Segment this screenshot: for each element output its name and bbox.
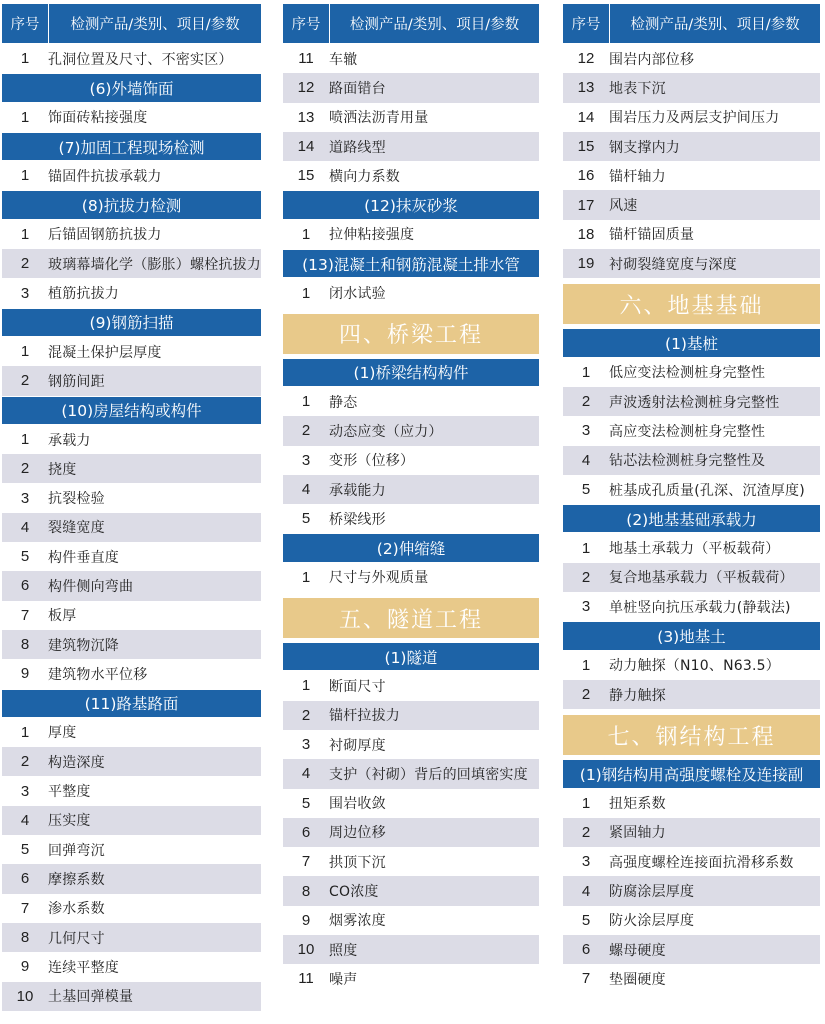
table-row	[563, 132, 820, 161]
row-number: 5	[301, 794, 311, 812]
table-row	[563, 563, 820, 592]
category-subheader: (11)路基路面	[2, 689, 261, 718]
row-number: 18	[577, 225, 595, 243]
row-number: 7	[581, 970, 591, 988]
row-parameter: 闭水试验	[329, 286, 386, 303]
row-number: 5	[20, 548, 30, 566]
row-parameter: 板厚	[48, 608, 77, 625]
row-parameter: 钻芯法检测桩身完整性及	[609, 453, 766, 470]
table-row	[563, 789, 820, 818]
row-number: 3	[20, 284, 30, 302]
row-parameter: 地基土承载力（平板载荷）	[609, 541, 780, 558]
row-number: 2	[301, 706, 311, 724]
table-row	[283, 161, 539, 190]
table-row	[2, 894, 261, 923]
row-parameter: 回弹弯沉	[48, 842, 105, 859]
table-row	[2, 483, 261, 512]
row-number: 1	[20, 225, 30, 243]
table-row	[563, 651, 820, 680]
table-row	[283, 730, 539, 759]
table-row	[2, 571, 261, 600]
table-row	[283, 563, 539, 592]
table-row	[563, 73, 820, 102]
row-parameter: 复合地基承载力（平板载荷）	[609, 570, 794, 587]
row-number: 2	[581, 686, 591, 704]
row-parameter: 地表下沉	[609, 80, 666, 97]
row-parameter: 高强度螺栓连接面抗滑移系数	[609, 854, 794, 871]
row-number: 8	[20, 929, 30, 947]
row-parameter: 桩基成孔质量(孔深、沉渣厚度)	[609, 482, 805, 499]
table-row	[283, 789, 539, 818]
row-parameter: 扭矩系数	[609, 796, 666, 813]
row-parameter: 噪声	[329, 971, 358, 988]
row-parameter: 锚固件抗拔承载力	[48, 168, 162, 185]
row-parameter: 衬砌厚度	[329, 737, 386, 754]
row-parameter: 围岩内部位移	[609, 51, 695, 68]
row-number: 11	[298, 50, 314, 68]
header-no: 序号	[283, 4, 330, 43]
row-parameter: 饰面砖粘接强度	[48, 110, 148, 127]
table-row	[2, 542, 261, 571]
table-column-2	[283, 4, 539, 994]
row-number: 4	[20, 811, 30, 829]
row-number: 2	[20, 460, 30, 478]
row-parameter: 螺母硬度	[609, 942, 666, 959]
row-number: 14	[297, 138, 315, 156]
row-number: 2	[20, 753, 30, 771]
table-header	[2, 4, 261, 44]
row-parameter: 压实度	[48, 813, 91, 830]
row-number: 2	[581, 568, 591, 586]
row-number: 1	[581, 363, 591, 381]
row-parameter: 土基回弹模量	[48, 989, 134, 1006]
table-row	[2, 601, 261, 630]
row-number: 7	[301, 853, 311, 871]
row-parameter: 桥梁线形	[329, 511, 386, 528]
table-row	[563, 818, 820, 847]
row-parameter: 裂缝宽度	[48, 520, 105, 537]
row-parameter: 衬砌裂缝宽度与深度	[609, 256, 737, 273]
row-number: 11	[298, 970, 314, 988]
row-number: 6	[581, 941, 591, 959]
table-row	[563, 220, 820, 249]
row-number: 4	[301, 765, 311, 783]
row-parameter: 孔洞位置及尺寸、不密实区）	[48, 51, 233, 68]
category-subheader: (1)隧道	[283, 642, 539, 671]
category-subheader: (3)地基土	[563, 621, 820, 650]
row-number: 8	[301, 882, 311, 900]
table-row	[2, 513, 261, 542]
category-subheader: (10)房屋结构或构件	[2, 396, 261, 425]
table-row	[283, 416, 539, 445]
table-row	[2, 44, 261, 73]
row-number: 13	[577, 79, 595, 97]
row-number: 4	[301, 481, 311, 498]
table-row	[2, 161, 261, 190]
row-parameter: 锚杆锚固质量	[609, 227, 695, 244]
row-parameter: 钢支撑内力	[609, 139, 680, 156]
table-row	[283, 44, 539, 73]
row-number: 1	[301, 568, 311, 586]
table-row	[283, 964, 539, 993]
row-number: 1	[301, 225, 311, 243]
row-parameter: CO浓度	[329, 884, 379, 901]
table-row	[2, 366, 261, 395]
table-row	[2, 103, 261, 132]
row-number: 14	[577, 108, 595, 126]
table-row	[563, 190, 820, 219]
row-number: 4	[20, 518, 30, 536]
row-parameter: 车辙	[329, 51, 358, 68]
table-row	[283, 475, 539, 504]
row-parameter: 支护（衬砌）背后的回填密实度	[329, 766, 528, 783]
row-number: 5	[581, 481, 591, 498]
row-parameter: 拉伸粘接强度	[329, 227, 415, 244]
section-title: 七、钢结构工程	[563, 715, 820, 755]
row-number: 5	[20, 841, 30, 859]
row-number: 8	[20, 636, 30, 654]
row-number: 6	[301, 823, 311, 841]
table-row	[563, 847, 820, 876]
row-parameter: 锚杆拉拔力	[329, 708, 400, 725]
row-parameter: 构件侧向弯曲	[48, 578, 134, 595]
table-row	[2, 337, 261, 366]
table-row	[283, 278, 539, 307]
row-number: 4	[581, 882, 591, 900]
table-row	[2, 835, 261, 864]
row-parameter: 摩擦系数	[48, 871, 105, 888]
row-parameter: 后锚固钢筋抗拔力	[48, 227, 162, 244]
row-parameter: 垫圈硬度	[609, 971, 666, 988]
row-parameter: 横向力系数	[329, 168, 400, 185]
row-number: 17	[577, 196, 595, 214]
row-parameter: 照度	[329, 942, 358, 959]
row-parameter: 尺寸与外观质量	[329, 570, 429, 587]
table-row	[563, 935, 820, 964]
table-row	[2, 425, 261, 454]
table-header	[563, 4, 820, 44]
table-row	[2, 278, 261, 307]
table-row	[2, 220, 261, 249]
row-parameter: 静力触探	[609, 687, 666, 704]
row-number: 13	[297, 108, 315, 126]
row-number: 9	[301, 911, 311, 929]
row-number: 6	[20, 577, 30, 595]
table-row	[283, 73, 539, 102]
table-row	[2, 454, 261, 483]
table-row	[563, 592, 820, 621]
table-row	[283, 504, 539, 533]
table-row	[2, 747, 261, 776]
row-number: 1	[301, 284, 311, 302]
table-row	[283, 387, 539, 416]
row-number: 2	[581, 393, 591, 411]
row-number: 3	[20, 782, 30, 800]
row-parameter: 防火涂层厚度	[609, 913, 695, 930]
table-row	[563, 44, 820, 73]
table-row	[283, 446, 539, 475]
row-number: 3	[301, 736, 311, 754]
row-number: 15	[577, 138, 595, 156]
row-parameter: 平整度	[48, 784, 91, 801]
row-number: 3	[581, 422, 591, 440]
row-parameter: 围岩压力及两层支护间压力	[609, 110, 780, 127]
row-parameter: 钢筋间距	[48, 373, 105, 390]
row-parameter: 承载力	[48, 432, 91, 449]
row-parameter: 构造深度	[48, 754, 105, 771]
table-row	[563, 161, 820, 190]
row-parameter: 植筋抗拔力	[48, 286, 119, 303]
category-subheader: (8)抗拔力检测	[2, 190, 261, 219]
table-row	[283, 906, 539, 935]
row-number: 19	[577, 255, 595, 273]
table-row	[563, 533, 820, 562]
table-row	[563, 416, 820, 445]
table-row	[563, 876, 820, 905]
table-row	[2, 982, 261, 1011]
table-row	[283, 701, 539, 730]
table-row	[2, 776, 261, 805]
table-row	[563, 446, 820, 475]
row-parameter: 喷洒法沥青用量	[329, 110, 429, 127]
row-parameter: 紧固轴力	[609, 825, 666, 842]
table-row	[563, 906, 820, 935]
category-subheader: (12)抹灰砂浆	[283, 190, 539, 219]
row-number: 5	[301, 510, 311, 528]
row-number: 16	[577, 167, 595, 185]
table-row	[283, 876, 539, 905]
table-row	[283, 759, 539, 788]
row-parameter: 周边位移	[329, 825, 386, 842]
row-number: 5	[581, 911, 591, 929]
row-number: 7	[20, 606, 30, 624]
row-number: 2	[301, 422, 311, 440]
row-parameter: 变形（位移）	[329, 453, 415, 470]
section-title: 六、地基基础	[563, 284, 820, 324]
header-no: 序号	[563, 4, 610, 43]
section-title: 四、桥梁工程	[283, 314, 539, 354]
row-parameter: 建筑物沉降	[48, 637, 119, 654]
row-number: 6	[20, 870, 30, 888]
row-parameter: 挠度	[48, 461, 77, 478]
row-number: 1	[20, 431, 30, 448]
table-row	[2, 864, 261, 893]
table-row	[283, 847, 539, 876]
table-row	[2, 923, 261, 952]
row-number: 3	[301, 451, 311, 469]
row-number: 3	[20, 489, 30, 507]
row-number: 4	[581, 451, 591, 469]
row-number: 2	[20, 372, 30, 390]
row-number: 1	[581, 656, 591, 674]
row-parameter: 动力触探（N10、N63.5）	[609, 658, 780, 675]
row-number: 1	[581, 539, 591, 557]
row-parameter: 高应变法检测桩身完整性	[609, 423, 766, 440]
header-title: 检测产品/类别、项目/参数	[630, 17, 800, 33]
table-row	[2, 630, 261, 659]
row-parameter: 防腐涂层厚度	[609, 884, 695, 901]
row-parameter: 承载能力	[329, 482, 386, 499]
row-parameter: 单桩竖向抗压承载力(静载法)	[609, 599, 791, 616]
row-number: 10	[16, 987, 34, 1005]
table-row	[2, 249, 261, 278]
row-parameter: 动态应变（应力）	[329, 423, 443, 440]
row-parameter: 低应变法检测桩身完整性	[609, 365, 766, 382]
row-parameter: 锚杆轴力	[609, 168, 666, 185]
table-row	[563, 680, 820, 709]
category-subheader: (1)桥梁结构构件	[283, 358, 539, 387]
table-row	[563, 249, 820, 278]
row-parameter: 玻璃幕墙化学（膨胀）螺栓抗拔力	[48, 256, 261, 273]
row-number: 10	[297, 941, 315, 959]
row-parameter: 声波透射法检测桩身完整性	[609, 394, 780, 411]
row-parameter: 拱顶下沉	[329, 854, 386, 871]
header-no: 序号	[2, 4, 49, 43]
table-row	[283, 132, 539, 161]
table-row	[283, 935, 539, 964]
table-row	[2, 806, 261, 835]
table-row	[563, 358, 820, 387]
row-number: 3	[581, 853, 591, 871]
table-row	[2, 952, 261, 981]
row-parameter: 连续平整度	[48, 959, 119, 976]
table-row	[563, 964, 820, 993]
row-parameter: 断面尺寸	[329, 678, 386, 695]
row-parameter: 风速	[609, 198, 638, 215]
row-parameter: 静态	[329, 394, 358, 411]
row-number: 1	[20, 723, 30, 741]
table-row	[563, 387, 820, 416]
row-parameter: 混凝土保护层厚度	[48, 344, 162, 361]
row-number: 1	[20, 343, 30, 361]
table-row	[563, 103, 820, 132]
row-number: 12	[297, 79, 315, 97]
row-parameter: 构件垂直度	[48, 549, 119, 566]
row-number: 12	[577, 50, 595, 68]
row-number: 7	[20, 899, 30, 917]
row-number: 2	[20, 255, 30, 273]
row-number: 1	[20, 108, 30, 126]
category-subheader: (13)混凝土和钢筋混凝土排水管	[283, 249, 539, 278]
row-parameter: 抗裂检验	[48, 491, 105, 508]
row-number: 2	[581, 823, 591, 841]
category-subheader: (2)地基基础承载力	[563, 504, 820, 533]
row-number: 1	[581, 794, 591, 812]
category-subheader: (2)伸缩缝	[283, 533, 539, 562]
header-title: 检测产品/类别、项目/参数	[70, 17, 240, 33]
table-header	[283, 4, 539, 44]
row-number: 1	[301, 393, 311, 411]
row-parameter: 道路线型	[329, 139, 386, 156]
table-row	[2, 659, 261, 688]
row-parameter: 渗水系数	[48, 901, 105, 918]
table-row	[283, 818, 539, 847]
row-number: 1	[20, 167, 30, 185]
row-number: 9	[20, 958, 30, 976]
row-parameter: 烟雾浓度	[329, 913, 386, 930]
row-parameter: 建筑物水平位移	[48, 666, 148, 683]
category-subheader: (1)基桩	[563, 328, 820, 357]
row-number: 1	[301, 677, 311, 695]
row-parameter: 厚度	[48, 725, 77, 742]
row-parameter: 围岩收敛	[329, 796, 386, 813]
table-column-3	[563, 4, 820, 994]
row-number: 15	[297, 167, 315, 185]
row-number: 9	[20, 665, 30, 683]
category-subheader: (6)外墙饰面	[2, 73, 261, 102]
table-row	[283, 220, 539, 249]
section-title: 五、隧道工程	[283, 598, 539, 638]
table-row	[2, 718, 261, 747]
category-subheader: (9)钢筋扫描	[2, 308, 261, 337]
row-number: 3	[581, 598, 591, 616]
table-row	[283, 103, 539, 132]
table-row	[563, 475, 820, 504]
table-column-1	[2, 4, 261, 1011]
category-subheader: (7)加固工程现场检测	[2, 132, 261, 161]
row-parameter: 几何尺寸	[48, 930, 105, 947]
category-subheader: (1)钢结构用高强度螺栓及连接副	[563, 759, 820, 788]
row-parameter: 路面错台	[329, 80, 386, 97]
table-row	[283, 671, 539, 700]
row-number: 1	[20, 50, 30, 68]
header-title: 检测产品/类别、项目/参数	[349, 17, 520, 33]
